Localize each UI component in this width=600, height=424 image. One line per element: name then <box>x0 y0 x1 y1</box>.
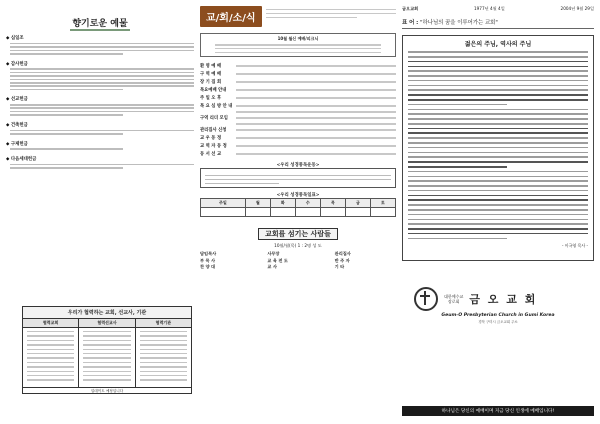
schedule-table <box>200 198 396 217</box>
announcement-row: 구 역 예 배 <box>200 70 396 78</box>
prayer-header: <우리 성경통독운동> <box>276 163 320 169</box>
support-col-missionaries: 협력선교사 <box>79 319 135 387</box>
serve-item: 기 타 <box>334 263 345 269</box>
cover-church-short: 금오교회 <box>402 6 419 11</box>
church-denomination: 대한예수교 장로회 <box>444 294 464 304</box>
announcement-row: 구역 리더 모임 <box>200 114 396 122</box>
cross-logo-icon <box>414 287 438 311</box>
serve-item: 찬 양 대 <box>200 263 216 269</box>
support-box <box>22 306 192 394</box>
announcement-row: 환 영 예 배 <box>200 62 396 70</box>
cover-founded: 1977년 4월 4일 <box>473 6 505 11</box>
offering-group-heading: ◆ 선교헌금 <box>6 97 28 103</box>
serve-grid <box>200 251 396 270</box>
offering-group <box>6 122 194 135</box>
announcement-row: 주 일 오 후 <box>200 94 396 102</box>
support-col-organizations: 협력기관 <box>136 319 191 387</box>
news-header <box>200 6 396 27</box>
offering-group-heading: ◆ 감사헌금 <box>6 61 28 67</box>
serve-stat: 10월/월(목) 1 : 2명 성 도 <box>274 243 322 249</box>
offering-group <box>6 141 194 150</box>
sermon-title: 젊은의 주님, 역사의 주님 <box>464 41 532 48</box>
church-address: 경북 구미시 금오교회 주소 <box>478 320 518 324</box>
news-column <box>200 6 396 418</box>
offering-group-heading: ◆ 건축헌금 <box>6 122 28 128</box>
announcement-row: 목 요 심 방 안 내 <box>200 102 396 110</box>
cover-column <box>402 6 594 418</box>
schedule-body-row <box>201 208 396 217</box>
offering-group <box>6 156 194 169</box>
prayer-box <box>200 168 396 188</box>
offering-groups <box>6 35 194 169</box>
serve-item: 부 목 사 <box>200 257 216 263</box>
announcement-row: 장 기 집 회 <box>200 78 396 86</box>
offering-group-heading: ◆ 구제헌금 <box>6 141 28 147</box>
offering-title: 향기로운 예물 <box>72 19 128 29</box>
announcement-row: 교 역 자 동 정 <box>200 142 396 150</box>
serve-title: 교회를 섬기는 사람들 <box>200 221 396 240</box>
serve-item: 사무장 <box>267 251 280 257</box>
serve-item: 담임목사 <box>200 251 217 257</box>
schedule-header: <우리 성경통독일표> <box>276 193 320 199</box>
news-badge: 교/회/소/식 <box>200 6 262 27</box>
offering-group-heading: ◆ 다음세대헌금 <box>6 157 37 163</box>
offering-group <box>6 96 194 116</box>
picnic-box <box>200 33 396 57</box>
news-notice <box>266 6 396 18</box>
announcement-row: 목요예배 안내 <box>200 86 396 94</box>
support-box-columns <box>23 319 191 387</box>
sermon-box <box>402 35 594 261</box>
serve-item: 관리집사 <box>334 251 351 257</box>
church-name: 금 오 교 회 <box>469 293 538 306</box>
bottom-banner: 하나님은 당신의 예배이며 지금 당신 인생에 예배입니다! <box>402 406 594 416</box>
serve-item: 교 사 <box>267 263 277 269</box>
church-english-name: Geum-O Presbyterian Church in Gumi Korea <box>441 313 555 318</box>
offering-column <box>6 6 194 418</box>
support-box-title: 우리가 협력하는 교회, 선교사, 기관 <box>23 307 191 319</box>
picnic-box-title: 10월 월신 예배/피크닉 <box>277 36 319 41</box>
announcement-row: 동 서 선 교 <box>200 150 396 158</box>
sermon-lines <box>408 51 588 239</box>
church-brand <box>402 287 594 311</box>
announcement-list <box>200 62 396 158</box>
cover-theme: 표 어 : "하나님의 꿈을 이루어가는 교회" <box>402 18 594 29</box>
cover-top <box>402 6 594 12</box>
schedule-head-row: 주일 월 화 수 목 금 토 <box>201 199 396 208</box>
support-box-footer: 업데이트 예정입니다 <box>23 387 191 395</box>
offering-group-heading: ◆ 십일조 <box>6 36 24 41</box>
support-col-churches: 협력교회 <box>23 319 79 387</box>
cover-date: 2004년 9월 29일 <box>560 6 594 11</box>
serve-item: 교 육 전 도 <box>267 257 288 263</box>
sermon-end: - 이국영 목사 - <box>561 243 588 249</box>
offering-group <box>6 61 194 91</box>
announcement-row: 교 우 동 정 <box>200 134 396 142</box>
announcement-row: 관리집사 신청 <box>200 126 396 134</box>
offering-group <box>6 35 194 55</box>
serve-item: 반 주 자 <box>334 257 350 263</box>
